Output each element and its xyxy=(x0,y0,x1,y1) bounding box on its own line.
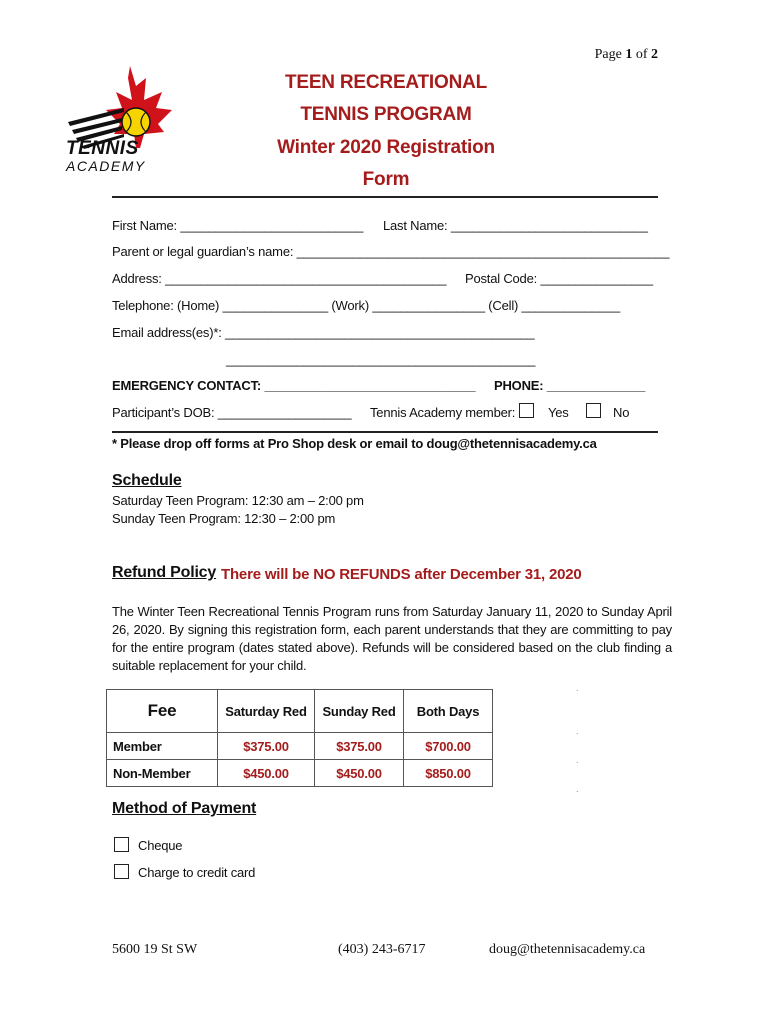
bottom-divider xyxy=(112,431,658,433)
member-saturday-price: $375.00 xyxy=(218,733,315,760)
row-non-member-label: Non-Member xyxy=(107,760,218,787)
member-label: Tennis Academy member: xyxy=(370,405,516,420)
table-row xyxy=(107,760,493,787)
credit-card-checkbox[interactable] xyxy=(114,864,129,879)
refund-deadline-message: There will be NO REFUNDS after December 31, 2020 xyxy=(221,566,582,583)
telephone-field[interactable]: Telephone: (Home) _______________ (Work) ________________ (Cell) ______________ xyxy=(112,298,620,313)
col-both-days: Both Days xyxy=(404,690,493,733)
refund-policy-heading: Refund Policy xyxy=(112,564,217,581)
email-field[interactable]: Email address(es)*: ____________________________________________ xyxy=(112,325,535,340)
footer-address: 5600 19 St SW xyxy=(112,942,198,957)
page-label: Page xyxy=(594,47,622,62)
member-no-label: No xyxy=(613,405,630,420)
fee-table xyxy=(106,689,493,787)
credit-card-label: Charge to credit card xyxy=(138,865,256,880)
postal-code-field[interactable]: Postal Code: ________________ xyxy=(465,271,653,286)
refund-paragraph: The Winter Teen Recreational Tennis Program runs from Saturday January 11, 2020 to Sunday April 26, 2020. By signing this registration form, each parent understands that they are committing to pay for the entire program (dates stated above). Refunds will be considered based on the club finding a suitable replacement for your child. xyxy=(112,604,672,673)
member-both-price: $700.00 xyxy=(404,733,493,760)
margin-dot: . xyxy=(576,726,579,736)
page-current: 1 xyxy=(625,47,633,62)
cheque-checkbox[interactable] xyxy=(114,837,129,852)
page-of: of xyxy=(635,47,648,62)
dob-field[interactable]: Participant’s DOB: ___________________ xyxy=(112,405,352,420)
title-line-2: TENNIS PROGRAM xyxy=(300,104,472,125)
margin-dot: . xyxy=(576,755,579,765)
member-sunday-price: $375.00 xyxy=(315,733,404,760)
fee-header: Fee xyxy=(107,690,218,733)
member-no-checkbox[interactable] xyxy=(586,403,601,418)
logo-academy-text: ACADEMY xyxy=(66,158,146,174)
last-name-field[interactable]: Last Name: ____________________________ xyxy=(383,218,648,233)
member-yes-label: Yes xyxy=(548,405,569,420)
schedule-sunday: Sunday Teen Program: 12:30 – 2:00 pm xyxy=(112,511,336,526)
title-line-3: Winter 2020 Registration xyxy=(277,137,495,158)
payment-method-heading: Method of Payment xyxy=(112,800,257,817)
footer-phone: (403) 243-6717 xyxy=(338,942,426,957)
page-total: 2 xyxy=(651,47,658,62)
member-yes-checkbox[interactable] xyxy=(519,403,534,418)
first-name-field[interactable]: First Name: __________________________ xyxy=(112,218,364,233)
margin-dot: . xyxy=(576,683,579,693)
footer-email[interactable]: doug@thetennisacademy.ca xyxy=(489,942,646,957)
title-line-4: Form xyxy=(362,169,410,190)
row-member-label: Member xyxy=(107,733,218,760)
emergency-phone-field[interactable]: PHONE: ______________ xyxy=(494,378,646,393)
table-row xyxy=(107,733,493,760)
non-member-both-price: $850.00 xyxy=(404,760,493,787)
title-line-1: TEEN RECREATIONAL xyxy=(284,72,488,93)
non-member-sunday-price: $450.00 xyxy=(315,760,404,787)
col-saturday-red: Saturday Red xyxy=(218,690,315,733)
email-field-line-2[interactable]: ____________________________________________ xyxy=(226,352,536,367)
address-field[interactable]: Address: ________________________________________ xyxy=(112,271,447,286)
non-member-saturday-price: $450.00 xyxy=(218,760,315,787)
schedule-heading: Schedule xyxy=(112,472,182,489)
drop-off-note: * Please drop off forms at Pro Shop desk or email to doug@thetennisacademy.ca xyxy=(112,436,597,451)
margin-dot: . xyxy=(576,784,579,794)
top-divider xyxy=(112,196,658,198)
page-number xyxy=(595,47,658,63)
schedule-saturday: Saturday Teen Program: 12:30 am – 2:00 pm xyxy=(112,493,364,508)
cheque-label: Cheque xyxy=(138,838,183,853)
logo-tennis-text: TENNIS xyxy=(66,138,139,159)
emergency-contact-field[interactable]: EMERGENCY CONTACT: ______________________________ xyxy=(112,378,476,393)
col-sunday-red: Sunday Red xyxy=(315,690,404,733)
guardian-name-field[interactable]: Parent or legal guardian’s name: _____________________________________________________ xyxy=(112,244,670,259)
fee-table-header-row xyxy=(107,690,493,733)
